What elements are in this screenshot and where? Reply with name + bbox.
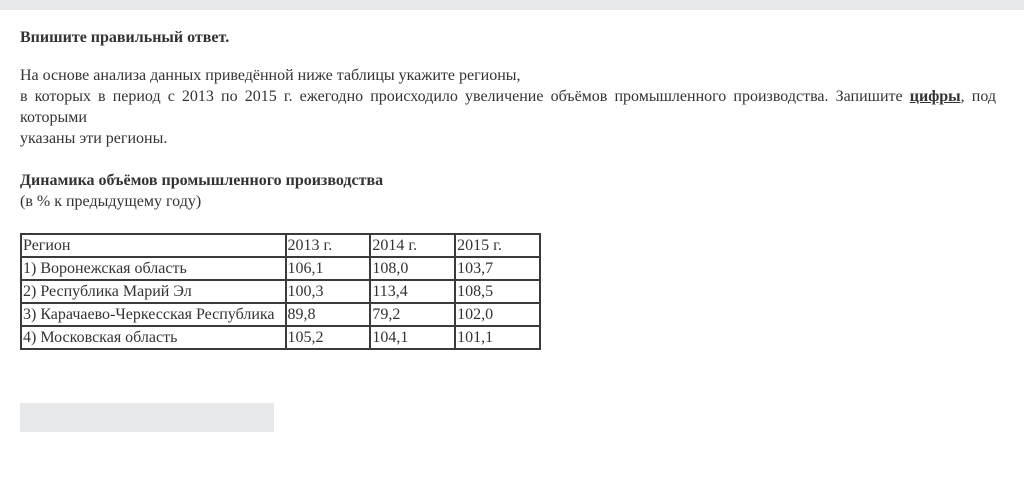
top-bar [0,0,1024,10]
value-cell-2015: 103,7 [455,257,540,280]
table-title: Динамика объёмов промышленного производства [20,172,384,189]
header-2013: 2013 г. [286,234,371,257]
table-header-row [21,234,540,257]
header-2015: 2015 г. [455,234,540,257]
table-caption [20,170,996,212]
task-line-2-start: в которых в период с 2013 по 2015 г. ежегодно происходило увеличение объёмов промышленного производства. Запишите [20,88,910,105]
value-cell-2015: 101,1 [455,326,540,349]
header-2014: 2014 г. [370,234,455,257]
value-cell-2014: 79,2 [370,303,455,326]
region-cell: 2) Республика Марий Эл [21,280,286,303]
value-cell-2015: 108,5 [455,280,540,303]
value-cell-2013: 105,2 [286,326,371,349]
region-cell: 3) Карачаево-Черкесская Республика [21,303,286,326]
region-cell: 4) Московская область [21,326,286,349]
task-line-1: На основе анализа данных приведённой ниже таблицы укажите регионы, [20,67,521,84]
value-cell-2014: 108,0 [370,257,455,280]
answer-input[interactable] [20,403,274,432]
task-emphasis: цифры [909,88,961,105]
task-line-3: указаны эти регионы. [20,130,168,147]
question-content [20,27,996,350]
region-cell: 1) Воронежская область [21,257,286,280]
instruction-text: Впишите правильный ответ. [20,29,230,46]
data-table [20,233,541,350]
value-cell-2013: 89,8 [286,303,371,326]
table-row [21,257,540,280]
value-cell-2013: 106,1 [286,257,371,280]
task-text [20,65,996,149]
task-line-2-end: , под которыми [20,88,997,126]
table-row [21,280,540,303]
value-cell-2014: 104,1 [370,326,455,349]
value-cell-2013: 100,3 [286,280,371,303]
header-region: Регион [21,234,286,257]
table-row [21,303,540,326]
value-cell-2015: 102,0 [455,303,540,326]
table-subtitle: (в % к предыдущему году) [20,193,202,210]
value-cell-2014: 113,4 [370,280,455,303]
table-row [21,326,540,349]
